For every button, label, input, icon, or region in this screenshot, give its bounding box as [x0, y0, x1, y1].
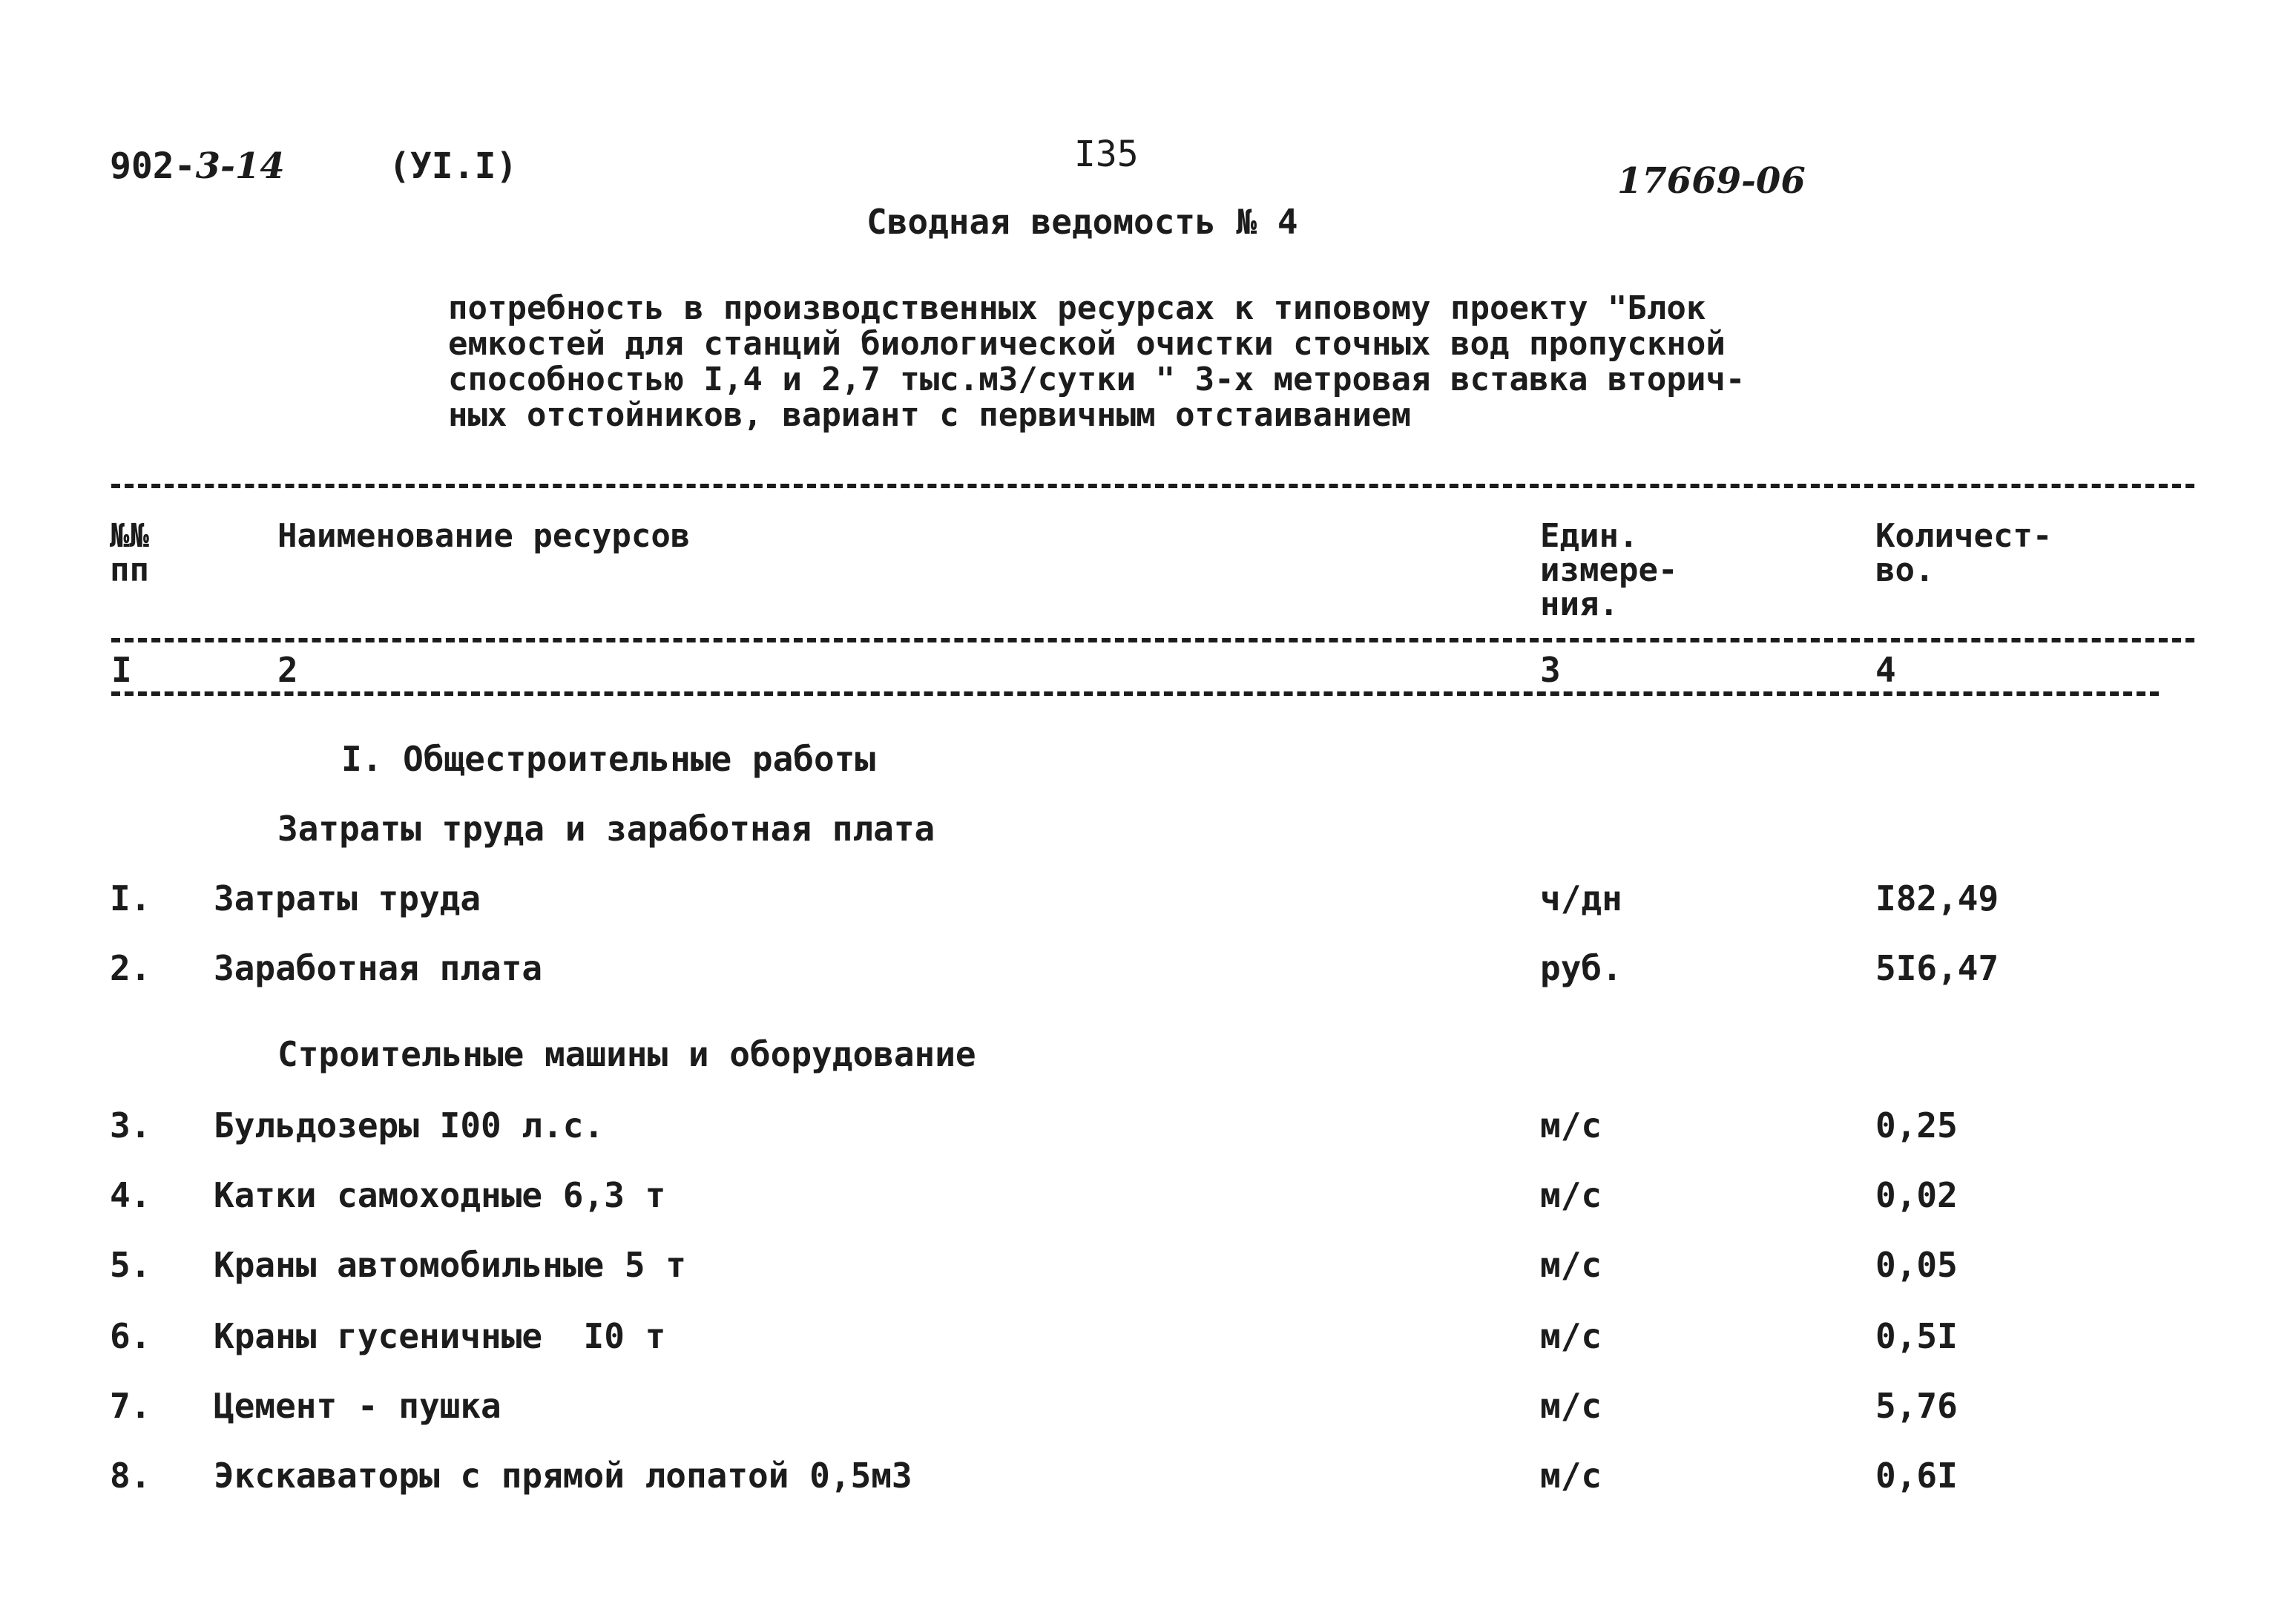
header-unit: Един. измере- ния. [1540, 517, 1678, 623]
section-title: I. Общестроительные работы [341, 739, 876, 779]
row-name: Краны гусеничные I0 т [214, 1316, 666, 1356]
row-qty: 0,05 [1875, 1245, 1958, 1285]
group-title: Строительные машины и оборудование [277, 1034, 976, 1074]
column-number-1: I [111, 650, 132, 690]
row-name: Цемент - пушка [214, 1386, 501, 1426]
document-code-handwritten: 3-14 [195, 145, 285, 187]
page-number: I35 [1074, 134, 1139, 175]
row-qty: 5I6,47 [1875, 948, 1999, 988]
row-qty: 0,25 [1875, 1105, 1958, 1145]
document-subtitle: потребность в производственных ресурсах к типовому проекту "Блок емкостей для станций биологической очистки сточных вод пропускной способностью I,4 и 2,7 тыс.м3/сутки " 3-х метровая вставка вторич- ных отстойников, вариант с первичным отстаиванием [448, 289, 1746, 434]
row-name: Краны автомобильные 5 т [214, 1245, 686, 1285]
row-num: 4. [110, 1175, 151, 1215]
row-unit: м/с [1540, 1105, 1602, 1145]
row-name: Экскаваторы с прямой лопатой 0,5м3 [214, 1456, 912, 1496]
header-num: №№ пп [110, 517, 149, 589]
row-qty: I82,49 [1875, 878, 1999, 918]
column-number-2: 2 [277, 650, 298, 690]
row-unit: руб. [1540, 948, 1622, 988]
row-unit: м/с [1540, 1245, 1602, 1285]
document-title: Сводная ведомость № 4 [866, 202, 1298, 242]
column-number-rule [111, 691, 2159, 696]
row-qty: 0,5I [1875, 1316, 1958, 1356]
row-qty: 0,6I [1875, 1456, 1958, 1496]
header-name: Наименование ресурсов [277, 517, 691, 555]
row-name: Заработная плата [214, 948, 543, 988]
row-unit: м/с [1540, 1456, 1602, 1496]
row-qty: 0,02 [1875, 1175, 1958, 1215]
row-unit: м/с [1540, 1316, 1602, 1356]
row-unit: м/с [1540, 1175, 1602, 1215]
row-num: 5. [110, 1245, 151, 1285]
row-num: 7. [110, 1386, 151, 1426]
header-bottom-rule [111, 638, 2194, 642]
row-name: Катки самоходные 6,3 т [214, 1175, 666, 1215]
inventory-number: 17669-06 [1617, 160, 1806, 202]
row-qty: 5,76 [1875, 1386, 1958, 1426]
section-code: (УI.I) [389, 145, 518, 187]
row-num: 3. [110, 1105, 151, 1145]
table-top-rule [111, 484, 2194, 488]
column-number-3: 3 [1540, 650, 1561, 690]
row-unit: м/с [1540, 1386, 1602, 1426]
document-code [110, 145, 285, 187]
column-number-4: 4 [1875, 650, 1896, 690]
row-num: 6. [110, 1316, 151, 1356]
row-name: Затраты труда [214, 878, 481, 918]
row-num: I. [110, 878, 151, 918]
row-num: 8. [110, 1456, 151, 1496]
row-unit: ч/дн [1540, 878, 1622, 918]
header-qty: Количест- во. [1875, 517, 2053, 589]
document-code-printed: 902- [110, 145, 196, 187]
row-num: 2. [110, 948, 151, 988]
group-title: Затраты труда и заработная плата [277, 809, 935, 849]
row-name: Бульдозеры I00 л.с. [214, 1105, 605, 1145]
